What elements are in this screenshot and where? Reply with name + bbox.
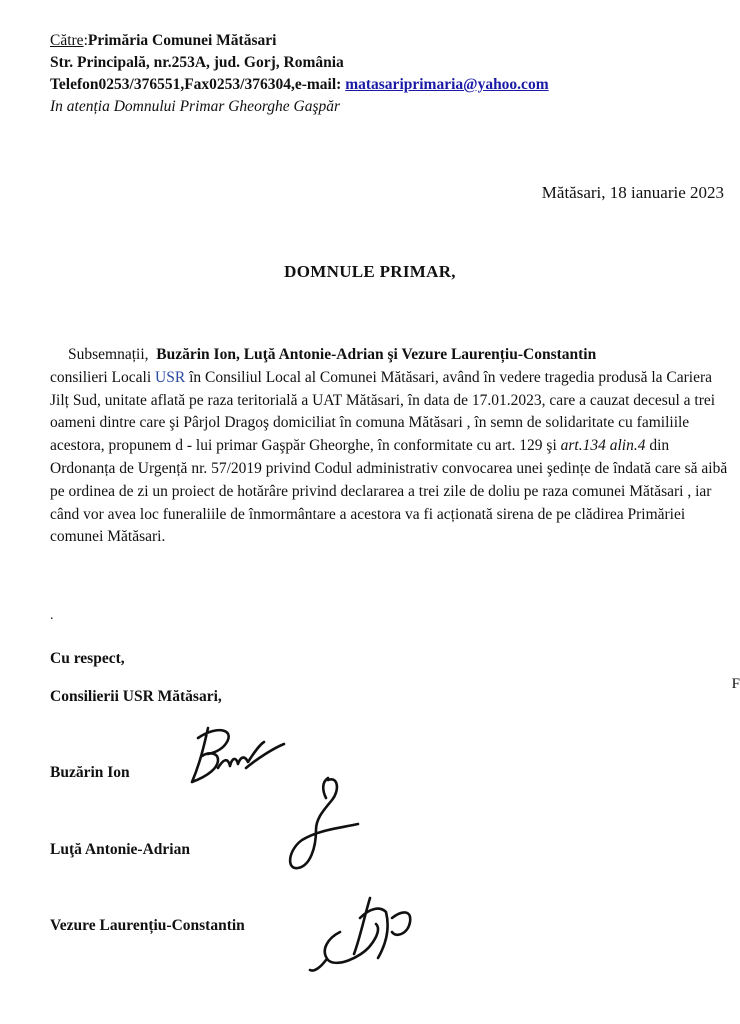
signatory-1: Buzărin Ion (50, 764, 130, 781)
edge-mark: F (731, 676, 740, 692)
signature-1-icon (178, 718, 298, 790)
recipient-name: Primăria Comunei Mătăsari (87, 32, 277, 49)
body-opening: Subsemnații, (68, 346, 149, 363)
body-text-1: consilieri Locali (50, 368, 156, 386)
letter-title: DOMNULE PRIMAR, (284, 262, 456, 281)
attention-line: In atenția Domnului Primar Gheorghe Gaşpăr (50, 98, 341, 115)
article-ref: art.134 alin.4 (560, 437, 646, 455)
signature-3-icon (300, 888, 430, 978)
stray-dot: . (50, 608, 54, 623)
address-line (50, 52, 344, 74)
to-label: Către (50, 32, 84, 49)
recipient-line: Către:Primăria Comunei Mătăsari (50, 32, 277, 49)
closing-group: Consilierii USR Mătăsari, (50, 688, 222, 705)
contact-line (50, 74, 549, 96)
email-link[interactable]: matasariprimaria@yahoo.com (345, 76, 549, 93)
usr-text: USR (155, 368, 186, 386)
letter-body (50, 344, 730, 549)
address-text: Str. Principală, nr.253A, jud. Gorj, România (50, 54, 344, 71)
body-text-3: din Ordonanța de Urgență nr. 57/2019 privind Codul administrativ convocarea unei şedințe de îndată care să aibă pe ordinea de zi un proiect de hotărâre privind declararea a trei zile de doliu pe raza comunei Mătăsari , iar când vor avea loc funeraliile de înmormântare a acestora va fi acționată sirena de pe clădirea Primăriei comunei Mătăsari. (50, 437, 728, 546)
signatory-3: Vezure Laurențiu-Constantin (50, 917, 245, 934)
body-names: Buzărin Ion, Luţă Antonie-Adrian şi Vezure Laurențiu-Constantin (156, 346, 597, 363)
body-text-2: în Consiliul Local al Comunei Mătăsari, având în vedere tragedia produsă la Cariera Jilț Sud, unitate aflată pe raza teritorială a UAT Mătăsari, în data de 17.01.2023, care a cauzat decesul a trei oameni dintre care şi Pârjol Dragoş domiciliat în comuna Mătăsari , în semn de solidaritate cu familiile acestora, propunem d - lui primar Gaşpăr Gheorghe, în conformitate cu art. 129 şi (50, 368, 716, 455)
signature-2-icon (282, 770, 372, 880)
signatory-2: Luţă Antonie-Adrian (50, 841, 190, 858)
closing-respect: Cu respect, (50, 650, 125, 667)
date-line: Mătăsari, 18 ianuarie 2023 (541, 183, 724, 202)
contact-text: Telefon0253/376551,Fax0253/376304,e-mail: (50, 76, 342, 93)
